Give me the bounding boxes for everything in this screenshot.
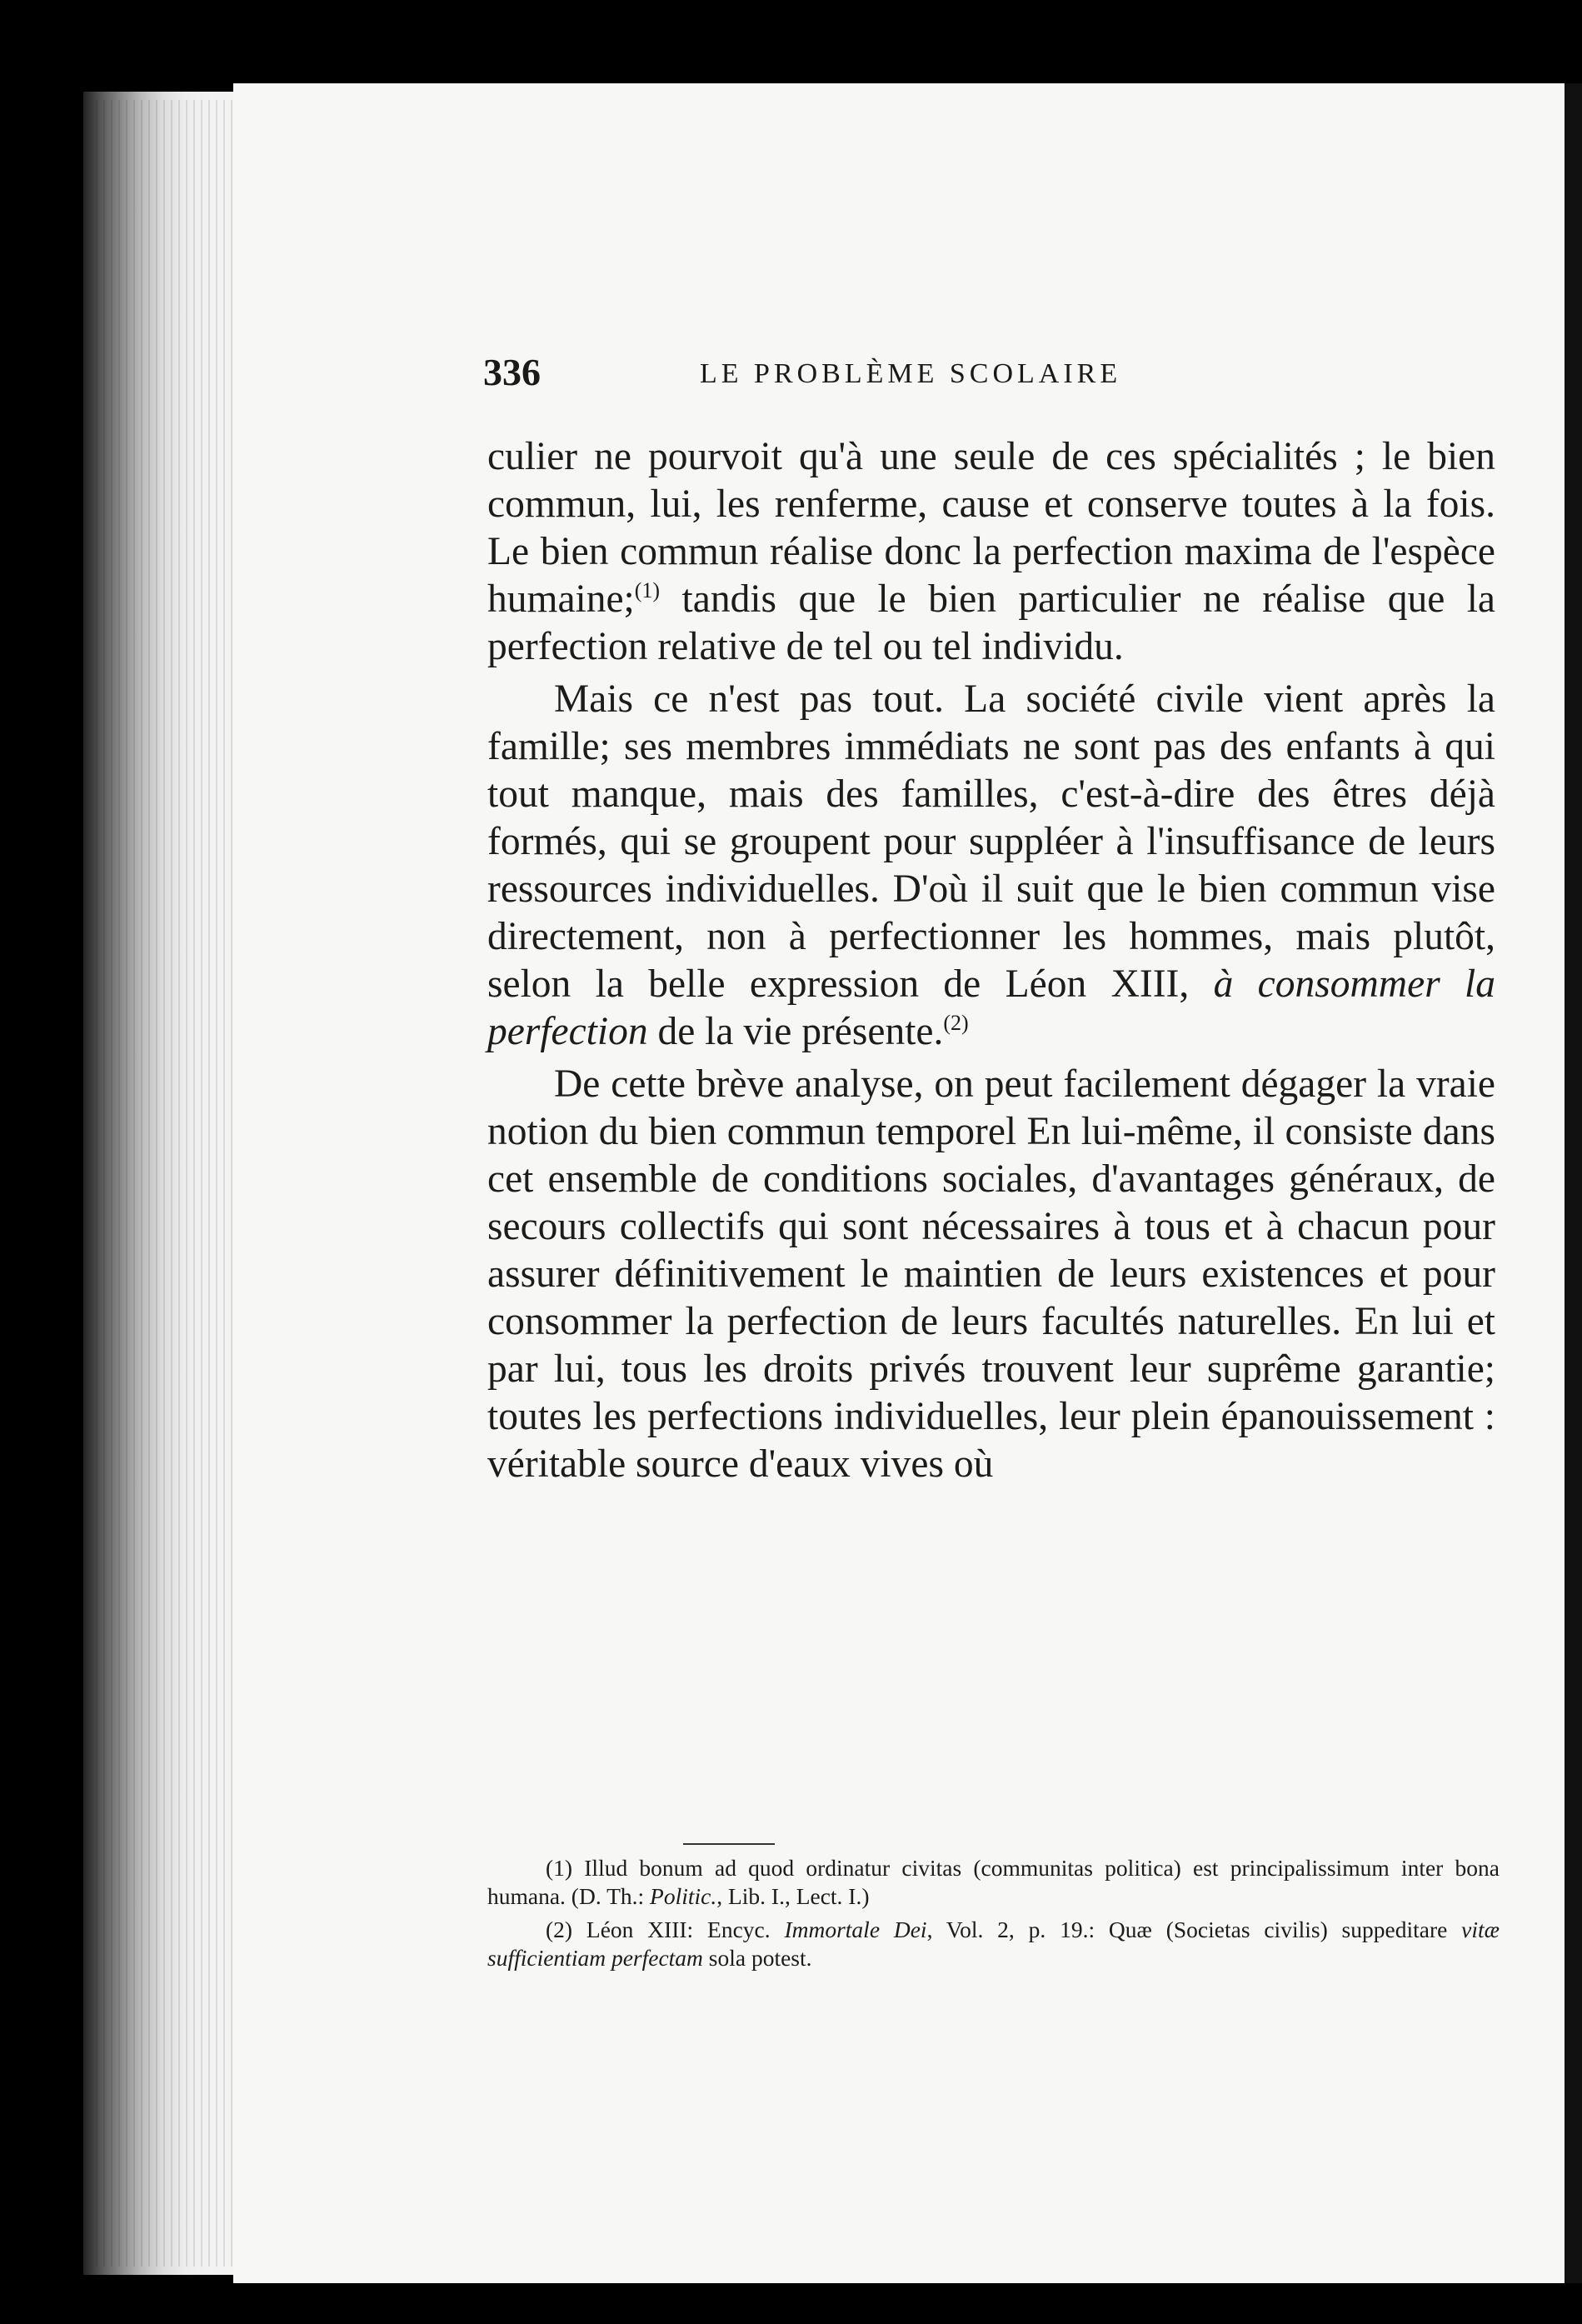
stacked-page-edges — [96, 100, 237, 2267]
page-header — [483, 350, 1333, 408]
scan-border — [1565, 83, 1582, 2283]
footnote-1-text-b: , Lib. I., Lect. I.) — [716, 1883, 870, 1909]
footnote-2-text-c: sola potest. — [702, 1945, 812, 1971]
footnote-1-text-a: (1) Illud bonum ad quod ordinatur civitas (communitas politica) est principalissimum inter bona humana. (D. Th.: — [487, 1855, 1500, 1909]
paragraph-2-italic: à consommer la perfection — [487, 962, 1495, 1053]
footnote-ref-1: (1) — [634, 578, 661, 603]
footnote-rule — [683, 1843, 775, 1845]
paragraph-2-text-b: de la vie présente. — [647, 1010, 944, 1053]
footnote-2-text-b: , Vol. 2, p. 19.: Quæ (Societas civilis) suppeditare — [926, 1917, 1462, 1942]
paragraph-1-text-a: culier ne pourvoit qu'à une seule de ces spécialités ; le bien commun, lui, les renferme, cause et conserve toutes à la fois. Le bien commun réalise donc la perfection maxima de l'espèce humaine; — [487, 435, 1495, 621]
paragraph-2-text-a: Mais ce n'est pas tout. La société civile vient après la famille; ses membres immédiats ne sont pas des enfants à qui tout manque, mais des familles, c'est-à-dire des êtres déjà formés, qui se groupent pour suppléer à l'insuffisance de leurs ressources individuelles. D'où il suit que le bien commun vise directement, non à perfectionner les hommes, mais plutôt, selon la belle expression de Léon XIII, — [487, 677, 1495, 1006]
body-text — [487, 433, 1495, 1488]
paragraph-3: De cette brève analyse, on peut facilement dégager la vraie notion du bien commun temporel En lui-même, il consiste dans cet ensemble de conditions sociales, d'avantages généraux, de secours collectifs qui sont nécessaires à tous et à chacun pour assurer définitivement le maintien de leurs existences et pour consommer la perfection de leurs facultés naturelles. En lui et par lui, tous les droits privés trouvent leur suprême garantie; toutes les perfections individuelles, leur plein épanouissement : véritable source d'eaux vives où — [487, 1062, 1495, 1486]
footnote-ref-2: (2) — [943, 1011, 969, 1036]
footnote-1 — [487, 1854, 1500, 1911]
footnotes — [487, 1854, 1500, 1972]
footnote-1-italic: Politic. — [650, 1883, 717, 1909]
paragraph-1-text-b: tandis que le bien particulier ne réalise que la perfection relative de tel ou tel individu. — [487, 577, 1495, 668]
footnote-2-italic-a: Immortale Dei — [784, 1917, 927, 1942]
footnote-2-text-a: (2) Léon XIII: Encyc. — [546, 1917, 785, 1942]
paragraph-1 — [487, 433, 1495, 671]
page-number: 336 — [483, 351, 541, 393]
footnote-2 — [487, 1916, 1500, 1972]
footnote-2-italic-b: vitæ sufficientiam perfectam — [487, 1917, 1500, 1971]
running-head: LE PROBLÈME SCOLAIRE — [700, 358, 1122, 389]
paragraph-2 — [487, 676, 1495, 1056]
